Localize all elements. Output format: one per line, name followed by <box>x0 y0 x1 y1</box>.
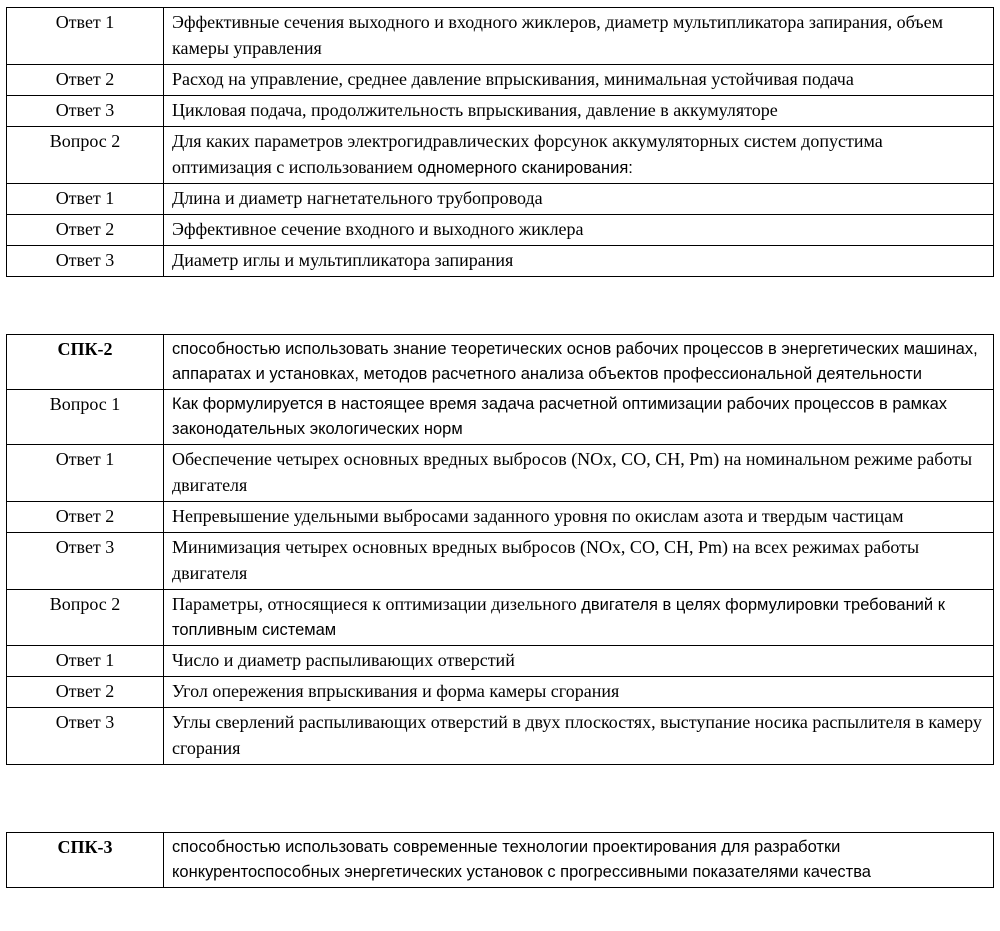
text-segment-serif: Число и диаметр распыливающих отверстий <box>172 650 515 670</box>
row-label-cell: Ответ 1 <box>7 445 164 502</box>
row-content-cell <box>164 335 994 390</box>
competence-block-spk3-body <box>7 833 994 888</box>
row-label-cell: Ответ 3 <box>7 708 164 765</box>
row-label-cell: Вопрос 2 <box>7 127 164 184</box>
row-label-cell: Ответ 1 <box>7 184 164 215</box>
row-content-cell <box>164 215 994 246</box>
text-segment-sans: способностью использовать знание теоретических основ рабочих процессов в энергетических машинах, аппаратах и установках, методов расчетного анализа объектов профессиональной деятельности <box>172 340 978 383</box>
text-segment-serif: Диаметр иглы и мультипликатора запирания <box>172 250 514 270</box>
row-label-cell: Ответ 3 <box>7 96 164 127</box>
text-segment-serif: Эффективные сечения выходного и входного жиклеров, диаметр мультипликатора запирания, объем камеры управления <box>172 12 943 58</box>
row-content-cell <box>164 590 994 646</box>
row-content-cell <box>164 445 994 502</box>
competence-code-cell: СПК-2 <box>7 335 164 390</box>
table-row <box>7 445 994 502</box>
table-row <box>7 390 994 445</box>
row-content-cell <box>164 502 994 533</box>
table-row <box>7 502 994 533</box>
row-content-cell <box>164 8 994 65</box>
text-segment-sans: одномерного сканирования: <box>417 159 633 177</box>
row-content-cell <box>164 677 994 708</box>
table-row <box>7 335 994 390</box>
row-label-cell: Ответ 3 <box>7 533 164 590</box>
text-segment-serif: Непревышение удельными выбросами заданного уровня по окислам азота и твердым частицам <box>172 506 904 526</box>
text-segment-serif: Эффективное сечение входного и выходного жиклера <box>172 219 584 239</box>
table-row <box>7 184 994 215</box>
row-content-cell <box>164 127 994 184</box>
table-row <box>7 246 994 277</box>
row-content-cell <box>164 833 994 888</box>
table-row <box>7 533 994 590</box>
text-segment-sans: двигателя в целях формулировки требований к топливным системам <box>172 596 945 639</box>
competence-block-spk2-table <box>6 334 994 765</box>
row-label-cell: Ответ 2 <box>7 215 164 246</box>
row-label-cell: Ответ 1 <box>7 646 164 677</box>
row-content-cell <box>164 646 994 677</box>
table-row <box>7 65 994 96</box>
table-row <box>7 8 994 65</box>
competence-block-spk2-body <box>7 335 994 765</box>
question-block-1-table <box>6 7 994 277</box>
table-row <box>7 677 994 708</box>
table-row <box>7 833 994 888</box>
row-label-cell: Ответ 1 <box>7 8 164 65</box>
text-segment-serif: Для каких параметров электрогидравлических форсунок аккумуляторных систем допустима оптимизация с использованием <box>172 131 883 177</box>
row-label-cell: Ответ 2 <box>7 677 164 708</box>
text-segment-serif: Расход на управление, среднее давление впрыскивания, минимальная устойчивая подача <box>172 69 854 89</box>
question-block-1-body <box>7 8 994 277</box>
row-label-cell: Вопрос 2 <box>7 590 164 646</box>
row-content-cell <box>164 65 994 96</box>
row-content-cell <box>164 184 994 215</box>
text-segment-serif: Угол опережения впрыскивания и форма камеры сгорания <box>172 681 620 701</box>
text-segment-sans: Как формулируется в настоящее время задача расчетной оптимизации рабочих процессов в рамках законодательных экологических норм <box>172 395 948 438</box>
row-content-cell <box>164 708 994 765</box>
row-label-cell: Ответ 3 <box>7 246 164 277</box>
table-row <box>7 708 994 765</box>
text-segment-serif: Минимизация четырех основных вредных выбросов (NOx, CO, CH, Pm) на всех режимах работы двигателя <box>172 537 920 583</box>
table-row <box>7 215 994 246</box>
table-row <box>7 646 994 677</box>
competence-block-spk3-table <box>6 832 994 888</box>
row-content-cell <box>164 390 994 445</box>
table-row <box>7 590 994 646</box>
text-segment-serif: Параметры, относящиеся к оптимизации дизельного <box>172 594 582 614</box>
row-content-cell <box>164 533 994 590</box>
row-label-cell: Ответ 2 <box>7 65 164 96</box>
text-segment-sans: способностью использовать современные технологии проектирования для разработки конкурентоспособных энергетических установок с прогрессивными показателями качества <box>172 838 871 881</box>
table-row <box>7 96 994 127</box>
row-label-cell: Вопрос 1 <box>7 390 164 445</box>
text-segment-serif: Длина и диаметр нагнетательного трубопровода <box>172 188 543 208</box>
row-label-cell: Ответ 2 <box>7 502 164 533</box>
table-row <box>7 127 994 184</box>
row-content-cell <box>164 96 994 127</box>
competence-code-cell: СПК-3 <box>7 833 164 888</box>
text-segment-serif: Обеспечение четырех основных вредных выбросов (NOx, CO, CH, Pm) на номинальном режиме работы двигателя <box>172 449 973 495</box>
row-content-cell <box>164 246 994 277</box>
text-segment-serif: Цикловая подача, продолжительность впрыскивания, давление в аккумуляторе <box>172 100 778 120</box>
text-segment-serif: Углы сверлений распыливающих отверстий в двух плоскостях, выступание носика распылителя в камеру сгорания <box>172 712 982 758</box>
